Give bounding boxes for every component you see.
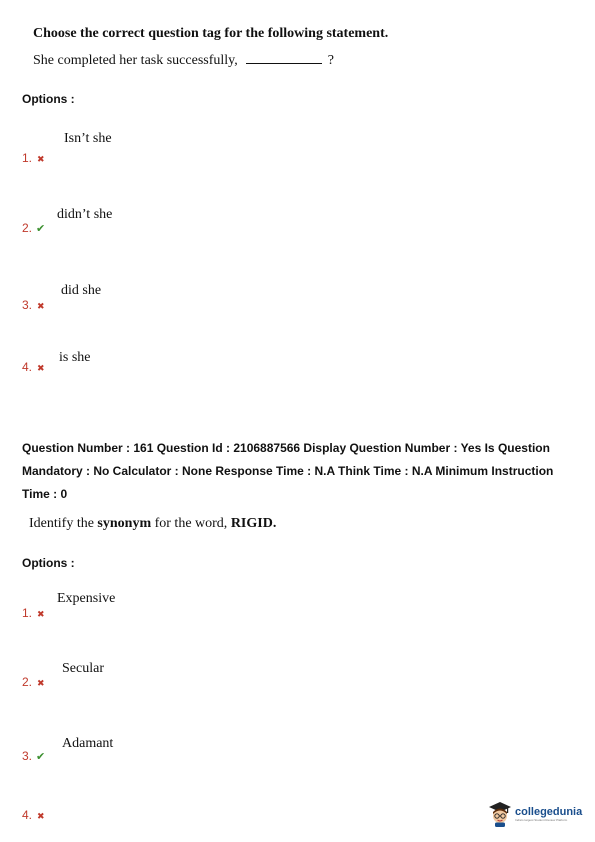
q1-option-3-num: 3. <box>22 298 33 312</box>
q1-option-1-num: 1. <box>22 151 33 165</box>
q2-stem-word: RIGID. <box>230 516 277 531</box>
q2-option-4-num: 4. <box>22 808 33 822</box>
q2-option-3-num: 3. <box>22 749 33 763</box>
cross-icon: ✖ <box>37 609 45 619</box>
graduate-mascot-icon <box>488 801 512 827</box>
check-icon: ✔ <box>36 223 46 235</box>
answer-blank <box>246 52 322 64</box>
q1-option-4-num: 4. <box>22 360 33 374</box>
q2-option-3-number <box>22 749 45 763</box>
q2-stem <box>29 516 276 532</box>
q2-option-1-number <box>22 606 45 620</box>
q1-option-4-text: is she <box>59 350 91 365</box>
q2-meta: Question Number : 161 Question Id : 2106887566 Display Question Number : Yes Is Question Mandatory : No Calculator : None Response Time : N.A Think Time : N.A Minimum Instruction Time : 0 <box>22 441 554 501</box>
q1-statement-text: She completed her task successfully, <box>33 53 238 68</box>
cross-icon: ✖ <box>37 678 45 688</box>
cross-icon: ✖ <box>37 154 45 164</box>
logo-name: collegedunia <box>515 806 583 818</box>
q2-stem-keyword: synonym <box>97 516 152 531</box>
cross-icon: ✖ <box>37 363 45 373</box>
q2-option-2-text: Secular <box>62 661 104 676</box>
collegedunia-logo <box>488 801 582 827</box>
q1-heading: Choose the correct question tag for the following statement. <box>33 26 389 41</box>
cross-icon: ✖ <box>37 301 45 311</box>
q1-option-4-number <box>22 360 45 374</box>
q1-option-2-text: didn’t she <box>57 207 113 222</box>
q1-options-label: Options : <box>22 92 75 106</box>
q2-option-1-num: 1. <box>22 606 33 620</box>
q2-option-2-num: 2. <box>22 675 33 689</box>
q2-options-label: Options : <box>22 556 75 570</box>
logo-text-block <box>515 806 582 822</box>
q1-question-mark: ? <box>327 53 334 68</box>
q1-statement <box>33 52 334 69</box>
cross-icon: ✖ <box>37 811 45 821</box>
q1-option-1-number <box>22 151 45 165</box>
q2-option-1-text: Expensive <box>57 591 116 606</box>
q2-stem-middle: for the word, <box>154 516 228 531</box>
logo-tagline: India's largest Student Review Platform <box>515 818 568 822</box>
q2-option-2-number <box>22 675 45 689</box>
q1-option-2-num: 2. <box>22 221 33 235</box>
q1-option-1-text: Isn’t she <box>64 131 112 146</box>
q2-option-4-number <box>22 808 45 822</box>
q1-option-2-number <box>22 221 45 235</box>
q2-stem-prefix: Identify the <box>29 516 94 531</box>
q1-option-3-number <box>22 298 45 312</box>
check-icon: ✔ <box>36 751 46 763</box>
q1-option-3-text: did she <box>61 283 102 298</box>
q2-option-3-text: Adamant <box>62 736 114 751</box>
